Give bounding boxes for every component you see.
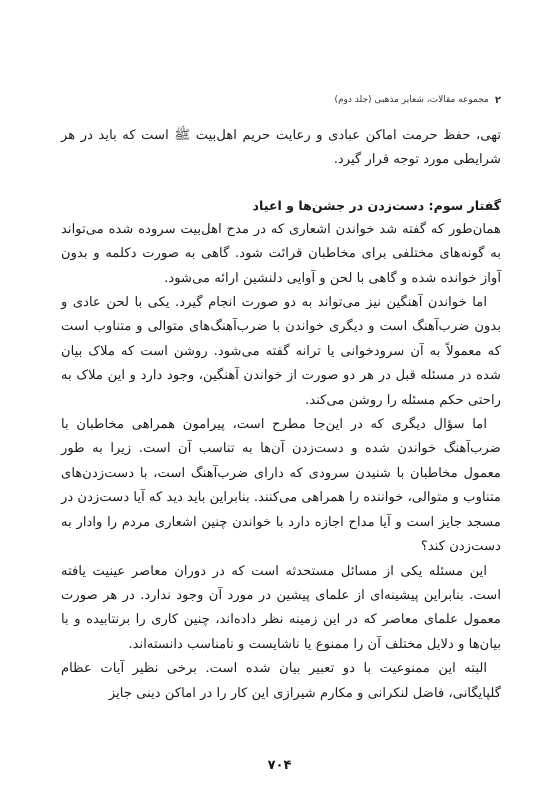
paragraph: البته این ممنوعیت با دو تعبیر بیان شده است. برخی نظیر آیات عظام گلپایگانی، فاضل لنکرانی و مکارم شیرازی این کار را در اماکن دینی جایز — [61, 661, 501, 701]
section-title: گفتار سوم: دست‌زدن در جشن‌ها و اعیاد — [252, 197, 501, 213]
page-number: ۷۰۴ — [267, 758, 292, 773]
paragraph: همان‌طور که گفته شد خواندن اشعاری که در مدح اهل‌بیت سروده شده می‌تواند به گونه‌های مختلفی برای مخاطبان قرائت شود. گاهی به صورت دکلمه و بدون آواز خوانده شده و گاهی با لحن و آوایی دلنشین ارائه می‌شود. — [61, 221, 501, 286]
body-text — [61, 124, 501, 706]
running-header — [58, 92, 501, 108]
header-mark: ۲ — [494, 94, 501, 106]
paragraph: این مسئله یکی از مسائل مستحدثه است که در دوران معاصر عینیت یافته است. بنابراین پیشینه‌ای از علمای پیشین در مورد آن وجود ندارد. در هر صورت معمول علمای معاصر که در این زمینه نظر داده‌اند، چنین کاری را برنتابیده و با بیان‌ها و دلایل مختلف آن را ممنوع یا ناشایست و نامناسب دانسته‌اند. — [61, 563, 501, 652]
paragraph: تهی، حفظ حرمت اماکن عبادی و رعایت حریم اهل‌بیت ﷺ است که باید در هر شرایطی مورد توجه قرار گیرد. — [61, 128, 501, 168]
paragraph: اما خواندن آهنگین نیز می‌تواند به دو صورت انجام گیرد. یکی با لحن عادی و بدون ضرب‌آهنگ است و دیگری خواندن با ضرب‌آهنگ‌های متوالی و متناوب است که معمولاً به آن سرودخوانی یا ترانه گفته می‌شود. روشن است که ملاک بیان شده در مسئله قبل در هر دو صورت از خواندن آهنگین، وجود دارد و این ملاک به راحتی حکم مسئله را روشن می‌کند. — [61, 295, 501, 408]
running-title: مجموعه مقالات، شعایر مذهبی (جلد دوم) — [334, 95, 489, 105]
paragraph: اما سؤال دیگری که در این‌جا مطرح است، پیرامون همراهی مخاطبان با ضرب‌آهنگ خواندن شده و دست‌زدن آن‌ها به تناسب آن است. زیرا به طور معمول مخاطبان با شنیدن سرودی که دارای ضرب‌آهنگ است، با دست‌زدن‌های متناوب و متوالی، خواننده را همراهی می‌کنند. بنابراین باید دید که آیا دست‌زدن در مسجد جایز است و آیا مداح اجازه دارد با خواندن چنین اشعاری مردم را وادار به دست‌زدن کند؟ — [61, 417, 501, 555]
